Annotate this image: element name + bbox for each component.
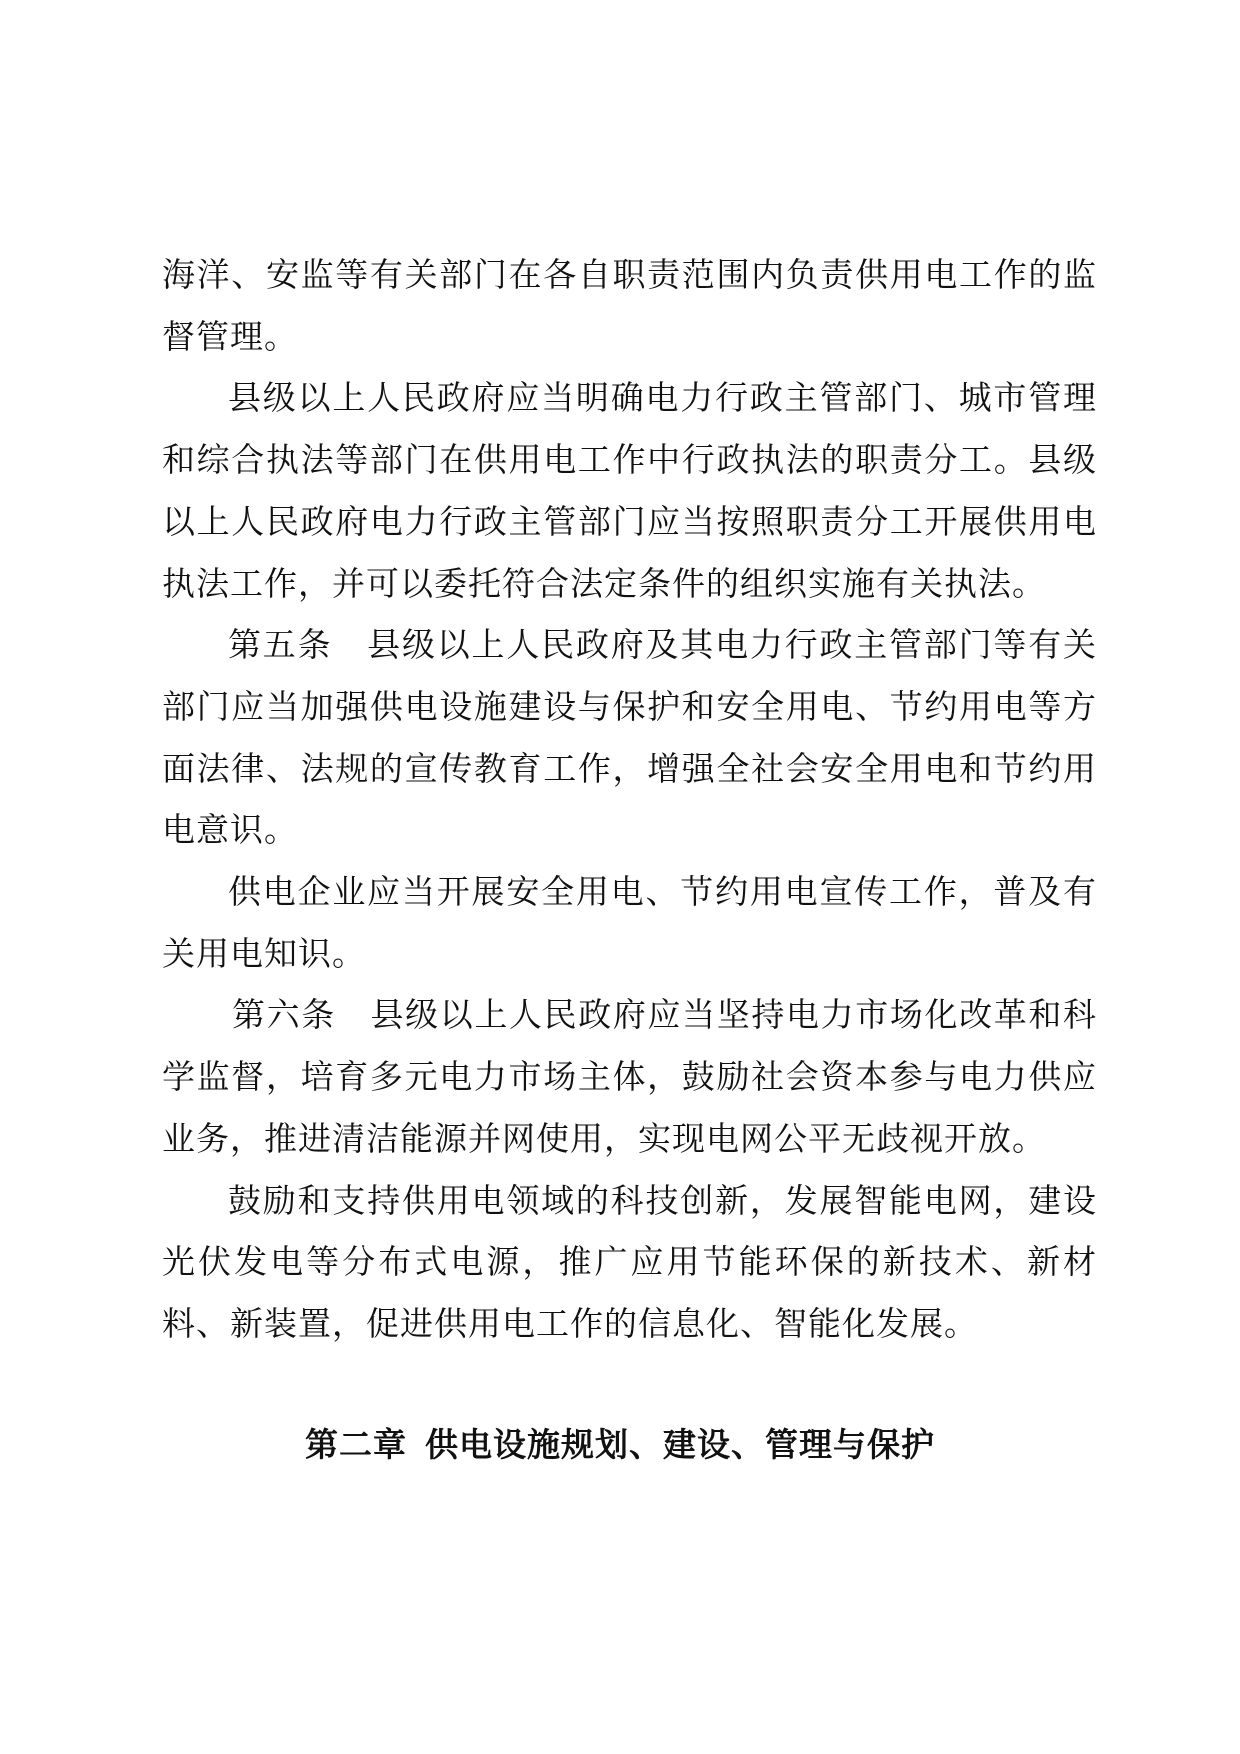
paragraph-supervision-continued: 海洋、安监等有关部门在各自职责范围内负责供用电工作的监督管理。 <box>162 255 1097 356</box>
paragraph-article-6: 第六条 县级以上人民政府应当坚持电力市场化改革和科学监督，培育多元电力市场主体，鼓励社会资本参与电力供应业务，推进清洁能源并网使用，实现电网公平无歧视开放。 <box>162 995 1097 1158</box>
paragraph-tech-innovation: 鼓励和支持供用电领域的科技创新，发展智能电网，建设光伏发电等分布式电源，推广应用节能环保的新技术、新材料、新装置，促进供用电工作的信息化、智能化发展。 <box>162 1180 1097 1343</box>
paragraph-power-supply-enterprise-publicity: 供电企业应当开展安全用电、节约用电宣传工作，普及有关用电知识。 <box>162 872 1097 973</box>
document-body <box>162 244 1097 1355</box>
paragraph-law-enforcement-division: 县级以上人民政府应当明确电力行政主管部门、城市管理和综合执法等部门在供用电工作中行政执法的职责分工。县级以上人民政府电力行政主管部门应当按照职责分工开展供用电执法工作，并可以委托符合法定条件的组织实施有关执法。 <box>162 378 1097 603</box>
chapter-number: 第二章 <box>305 1425 407 1464</box>
paragraph-article-5: 第五条 县级以上人民政府及其电力行政主管部门等有关部门应当加强供电设施建设与保护和安全用电、节约用电等方面法律、法规的宣传教育工作，增强全社会安全用电和节约用电意识。 <box>162 625 1097 850</box>
chapter-heading <box>0 1414 1240 1475</box>
chapter-title: 供电设施规划、建设、管理与保护 <box>425 1425 935 1464</box>
